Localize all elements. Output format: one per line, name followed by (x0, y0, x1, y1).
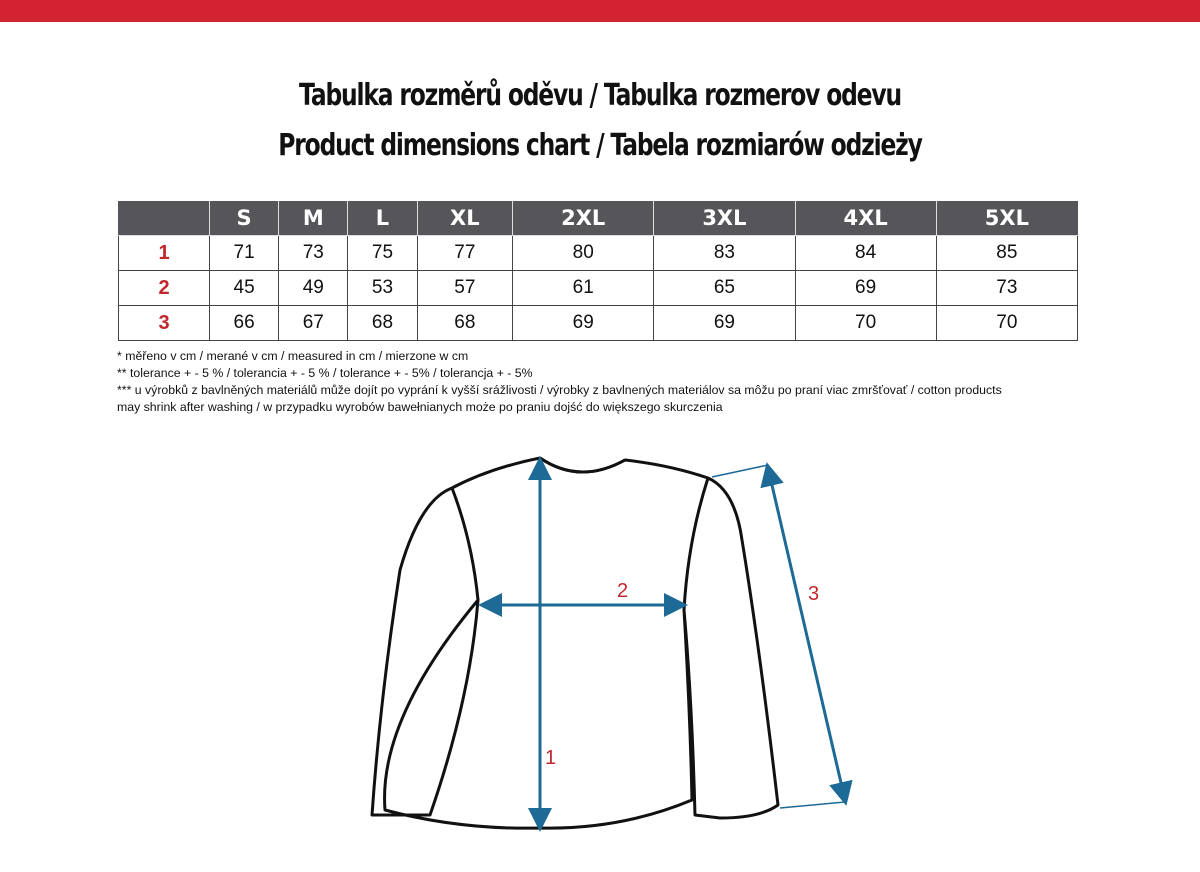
label-width: 2 (617, 580, 629, 602)
table-cell: 71 (210, 236, 279, 271)
top-red-bar (0, 0, 1200, 22)
label-sleeve: 3 (808, 583, 820, 605)
notes (117, 348, 1097, 416)
size-header: M (279, 201, 348, 236)
size-header: XL (417, 201, 513, 236)
page-subtitle: Product dimensions chart / Tabela rozmiarów odzieży (278, 128, 922, 163)
table-cell: 68 (417, 306, 513, 341)
table-cell: 73 (936, 271, 1077, 306)
table-cell: 85 (936, 236, 1077, 271)
row-label: 3 (119, 306, 210, 341)
table-cell: 57 (417, 271, 513, 306)
table-row (119, 306, 1078, 341)
table-cell: 45 (210, 271, 279, 306)
size-header: S (210, 201, 279, 236)
size-table (118, 201, 1078, 341)
sleeve-arrow (768, 468, 845, 800)
shirt-diagram (0, 430, 1200, 872)
note-cotton: *** u výrobků z bavlněných materiálů může dojít po vyprání k vyšší srážlivosti / výrobky z bavlnených materiálov sa môžu po praní viac zmršťovať / cotton products (117, 383, 1002, 397)
shirt-outline (372, 458, 778, 828)
label-length: 1 (545, 747, 557, 769)
table-cell: 61 (513, 271, 654, 306)
table-cell: 67 (279, 306, 348, 341)
size-header: 3XL (654, 201, 795, 236)
table-row (119, 236, 1078, 271)
table-cell: 73 (279, 236, 348, 271)
size-header (119, 201, 210, 236)
table-cell: 75 (348, 236, 417, 271)
table-cell: 70 (795, 306, 936, 341)
size-header: 5XL (936, 201, 1077, 236)
note-measure: * měřeno v cm / merané v cm / measured in cm / mierzone w cm (117, 349, 469, 363)
table-cell: 84 (795, 236, 936, 271)
table-cell: 65 (654, 271, 795, 306)
size-header: L (348, 201, 417, 236)
row-label: 2 (119, 271, 210, 306)
size-header: 2XL (513, 201, 654, 236)
table-cell: 70 (936, 306, 1077, 341)
table-cell: 66 (210, 306, 279, 341)
table-cell: 69 (795, 271, 936, 306)
table-cell: 77 (417, 236, 513, 271)
page-title: Tabulka rozměrů oděvu / Tabulka rozmerov odevu (299, 78, 901, 113)
table-cell: 69 (513, 306, 654, 341)
note-tolerance: ** tolerance + - 5 % / tolerancia + - 5 % / tolerance + - 5% / tolerancja + - 5% (117, 366, 533, 380)
note-cotton-cont: may shrink after washing / w przypadku wyrobów bawełnianych może po praniu dojść do większego skurczenia (117, 400, 723, 414)
table-cell: 69 (654, 306, 795, 341)
table-cell: 80 (513, 236, 654, 271)
table-cell: 83 (654, 236, 795, 271)
table-cell: 68 (348, 306, 417, 341)
table-cell: 49 (279, 271, 348, 306)
size-header: 4XL (795, 201, 936, 236)
row-label: 1 (119, 236, 210, 271)
table-row (119, 271, 1078, 306)
table-cell: 53 (348, 271, 417, 306)
